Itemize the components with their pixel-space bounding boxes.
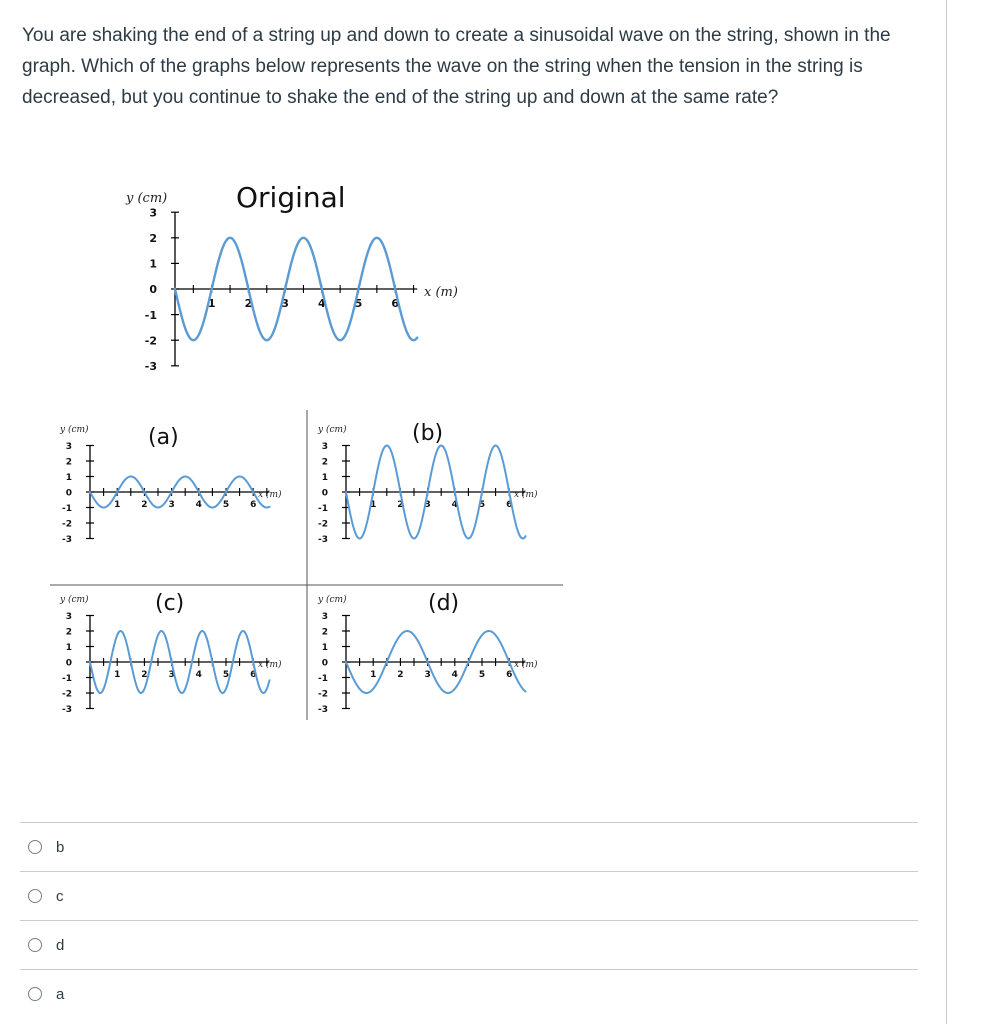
- y-tick-label-d: 3: [321, 611, 328, 622]
- y-tick-label-a: -1: [62, 503, 72, 514]
- answer-option-a[interactable]: [20, 969, 918, 1018]
- y-axis-label-b: y (cm): [318, 425, 347, 435]
- y-tick-label-c: 0: [65, 658, 72, 669]
- y-tick-label-d: 2: [321, 627, 328, 638]
- y-tick-label-a: -2: [62, 519, 72, 530]
- x-tick-label-c: 3: [168, 670, 175, 680]
- chart-title-c: (c): [155, 591, 185, 616]
- y-tick-label-b: 0: [321, 488, 328, 499]
- x-tick-label-original: 4: [317, 297, 326, 310]
- y-tick-label-original: 1: [149, 257, 157, 271]
- x-tick-label-c: 2: [141, 670, 148, 680]
- chart-title-original: Original: [236, 181, 346, 214]
- y-tick-label-c: -3: [62, 704, 72, 715]
- x-tick-label-c: 4: [195, 670, 202, 680]
- y-tick-label-c: 3: [65, 611, 72, 622]
- y-axis-label-original: y (cm): [126, 191, 168, 206]
- x-tick-label-original: 5: [354, 297, 363, 310]
- x-axis-label-b: x (m): [514, 490, 538, 500]
- answer-label-c: c: [56, 887, 64, 905]
- radio-button-c[interactable]: [28, 889, 42, 903]
- chart-title-b: (b): [412, 421, 444, 446]
- x-tick-label-b: 4: [451, 500, 458, 510]
- y-tick-label-d: -3: [318, 704, 328, 715]
- chart-title-d: (d): [428, 591, 460, 616]
- x-axis-label-original: x (m): [424, 285, 458, 300]
- y-tick-label-c: -1: [62, 673, 72, 684]
- y-tick-label-a: 3: [65, 441, 72, 452]
- radio-button-d[interactable]: [28, 938, 42, 952]
- y-axis-label-d: y (cm): [318, 595, 347, 605]
- y-tick-label-b: -3: [318, 534, 328, 545]
- x-tick-label-b: 3: [424, 500, 431, 510]
- x-tick-label-original: 3: [281, 297, 289, 310]
- x-tick-label-original: 6: [391, 297, 400, 310]
- radio-button-a[interactable]: [28, 987, 42, 1001]
- y-tick-label-d: -1: [318, 673, 328, 684]
- y-tick-label-b: 3: [321, 441, 328, 452]
- x-tick-label-a: 5: [222, 500, 230, 510]
- answer-option-b[interactable]: [20, 822, 918, 871]
- x-tick-label-d: 4: [451, 670, 458, 680]
- x-tick-label-original: 2: [244, 297, 253, 310]
- x-axis-label-c: x (m): [258, 660, 282, 670]
- y-tick-label-a: -3: [62, 534, 72, 545]
- x-tick-label-c: 1: [114, 670, 121, 680]
- y-tick-label-c: 2: [65, 627, 72, 638]
- answer-option-d[interactable]: [20, 920, 918, 969]
- x-tick-label-d: 1: [370, 670, 377, 680]
- question-text: You are shaking the end of a string up and down to create a sinusoidal wave on the string, shown in the graph. Which of the graphs below represents the wave on the string when the tension in the string is decreased, but you continue to shake the end of the string up and down at the same rate?: [22, 25, 891, 108]
- y-tick-label-a: 1: [65, 472, 72, 483]
- y-tick-label-original: -3: [144, 359, 157, 373]
- answer-label-b: b: [56, 838, 65, 856]
- y-tick-label-b: 2: [321, 457, 328, 468]
- y-tick-label-original: 3: [149, 206, 157, 220]
- answer-label-d: d: [56, 936, 65, 954]
- x-tick-label-a: 1: [114, 500, 121, 510]
- x-tick-label-b: 1: [370, 500, 377, 510]
- x-tick-label-a: 2: [141, 500, 148, 510]
- x-tick-label-d: 6: [506, 670, 513, 680]
- x-tick-label-b: 5: [478, 500, 486, 510]
- y-tick-label-original: -2: [144, 334, 157, 348]
- y-tick-label-d: 1: [321, 642, 328, 653]
- answer-options: [20, 822, 918, 1018]
- x-tick-label-a: 3: [168, 500, 175, 510]
- y-axis-label-a: y (cm): [60, 425, 89, 435]
- radio-button-b[interactable]: [28, 840, 42, 854]
- y-tick-label-a: 2: [65, 457, 72, 468]
- y-tick-label-original: -1: [144, 308, 157, 322]
- y-axis-label-c: y (cm): [60, 595, 89, 605]
- answer-option-c[interactable]: [20, 871, 918, 920]
- x-tick-label-b: 6: [506, 500, 513, 510]
- x-tick-label-a: 6: [250, 500, 257, 510]
- y-tick-label-original: 0: [149, 283, 157, 297]
- x-tick-label-a: 4: [195, 500, 202, 510]
- answer-label-a: a: [56, 985, 65, 1003]
- x-tick-label-original: 1: [207, 297, 216, 310]
- y-tick-label-b: -1: [318, 503, 328, 514]
- chart-title-a: (a): [148, 425, 179, 450]
- y-tick-label-c: 1: [65, 642, 72, 653]
- y-tick-label-d: 0: [321, 658, 328, 669]
- y-tick-label-d: -2: [318, 689, 328, 700]
- x-tick-label-b: 2: [397, 500, 404, 510]
- graphs-figure: [0, 170, 600, 730]
- x-tick-label-c: 5: [222, 670, 230, 680]
- x-tick-label-d: 5: [478, 670, 486, 680]
- y-tick-label-c: -2: [62, 689, 72, 700]
- x-axis-label-d: x (m): [514, 660, 538, 670]
- x-tick-label-d: 2: [397, 670, 404, 680]
- x-tick-label-c: 6: [250, 670, 257, 680]
- x-axis-label-a: x (m): [258, 490, 282, 500]
- y-tick-label-b: -2: [318, 519, 328, 530]
- y-tick-label-original: 2: [149, 231, 157, 245]
- y-tick-label-b: 1: [321, 472, 328, 483]
- y-tick-label-a: 0: [65, 488, 72, 499]
- x-tick-label-d: 3: [424, 670, 431, 680]
- right-border: [946, 0, 947, 1024]
